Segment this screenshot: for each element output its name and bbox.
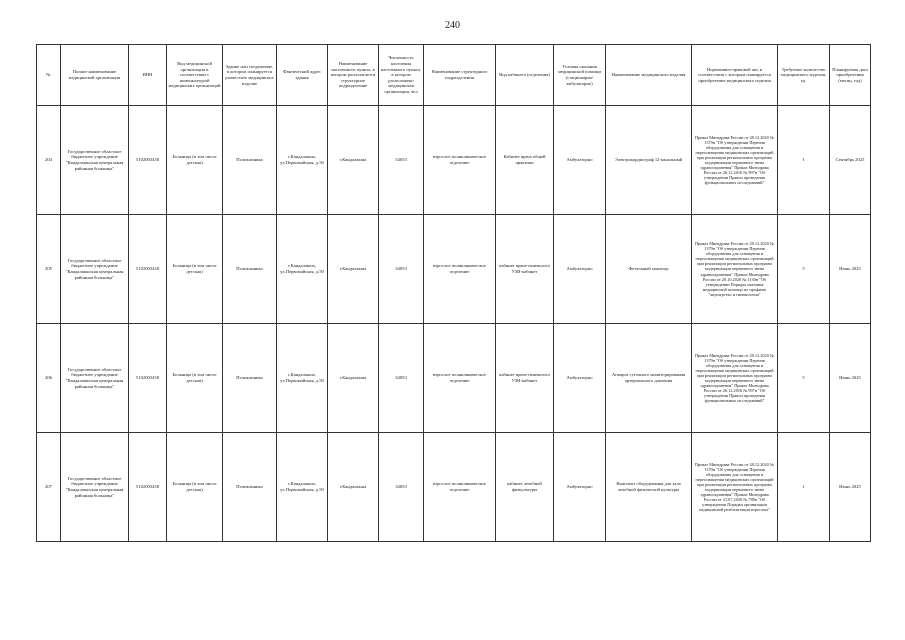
cell-quantity: 5 <box>778 215 830 324</box>
header-quantity: Требуемое количество медицинского изделия, ед. <box>778 45 830 106</box>
cell-cabinet: кабинет врача-гинеколога УЗИ-кабинет <box>496 324 554 433</box>
header-cabinet: Вид кабинета (отделения) <box>496 45 554 106</box>
equipment-table <box>36 44 871 542</box>
header-population: Численность населения населенного пункта, в котором расположено медицинская организация, чел <box>379 45 424 106</box>
header-org-name: Полное наименование медицинской организации <box>61 45 129 106</box>
cell-population: 34053 <box>379 215 424 324</box>
cell-locality: г.Кандалакша <box>328 215 379 324</box>
cell-cabinet: кабинет лечебной физкультуры <box>496 433 554 542</box>
table-row <box>37 215 871 324</box>
cell-locality: г.Кандалакша <box>328 433 379 542</box>
header-building: Здание или сооружение, в котором планируется разместить медицинское изделие <box>223 45 277 106</box>
cell-subdivision: взрослое поликлиническое отделение <box>424 433 496 542</box>
header-subdivision: Наименование структурного подразделения <box>424 45 496 106</box>
table-row <box>37 324 871 433</box>
cell-address: г.Кандалакша, ул.Первомайская, д.50 <box>277 433 328 542</box>
cell-population: 34053 <box>379 433 424 542</box>
header-inn: ИНН <box>129 45 167 106</box>
cell-address: г.Кандалакша, ул.Первомайская, д.50 <box>277 106 328 215</box>
page-number: 240 <box>445 20 460 31</box>
header-address: Фактический адрес здания <box>277 45 328 106</box>
header-number: № <box>37 45 61 106</box>
cell-quantity: 1 <box>778 433 830 542</box>
cell-building: Поликлиника <box>223 324 277 433</box>
cell-org-name: Государственное областное бюджетное учреждение "Кандалакшская центральная районная больница" <box>61 215 129 324</box>
cell-subdivision: взрослое поликлиническое отделение <box>424 324 496 433</box>
cell-address: г.Кандалакша, ул.Первомайская, д.50 <box>277 324 328 433</box>
table-row <box>37 106 871 215</box>
cell-cabinet: Кабинет врача общей практики <box>496 106 554 215</box>
cell-number: 207 <box>37 433 61 542</box>
cell-address: г.Кандалакша, ул.Первомайская, д.50 <box>277 215 328 324</box>
cell-date: Сентябрь 2025 <box>830 106 871 215</box>
cell-date: Июнь 2025 <box>830 215 871 324</box>
cell-normdoc: Приказ Минздрава России от 28.12.2020 № 1379н "Об утверждении Перечня оборудования для оснащения и переоснащения медицинских организаций при реализации региональных программ модернизации первичного звена здравоохранения" Приказ Минздрава России от 31.07.2020 № 788н "Об утверждении Порядка организации медицинской реабилитации взрослых" <box>692 433 778 542</box>
cell-org-type: Больница (в том числе детская) <box>167 106 223 215</box>
cell-org-name: Государственное областное бюджетное учреждение "Кандалакшская центральная районная больница" <box>61 324 129 433</box>
cell-device: Электрокардиограф 12-канальный <box>606 106 692 215</box>
cell-normdoc: Приказ Минздрава России от 28.12.2020 № 1379н "Об утверждении Перечня оборудования для оснащения и переоснащения медицинских организаций при реализации региональных программ модернизации первичного звена здравоохранения" Приказ Минздрава России от 20.10.2020 № 1130н "Об утверждении Порядка оказания медицинской помощи по профилю "акушерство и гинекология" <box>692 215 778 324</box>
cell-org-type: Больница (в том числе детская) <box>167 324 223 433</box>
cell-building: Поликлиника <box>223 106 277 215</box>
cell-device: Аппарат суточного мониторирования артериального давления <box>606 324 692 433</box>
cell-population: 34053 <box>379 324 424 433</box>
header-locality: Наименование населенного пункта, в котором располагается структурное подразделение <box>328 45 379 106</box>
cell-inn: 5102003438 <box>129 433 167 542</box>
cell-number: 205 <box>37 215 61 324</box>
cell-subdivision: взрослое поликлиническое отделение <box>424 215 496 324</box>
cell-inn: 5102003438 <box>129 215 167 324</box>
cell-conditions: Амбулаторно <box>554 106 606 215</box>
cell-building: Поликлиника <box>223 433 277 542</box>
cell-population: 34053 <box>379 106 424 215</box>
cell-conditions: Амбулаторно <box>554 324 606 433</box>
cell-locality: г.Кандалакша <box>328 106 379 215</box>
cell-quantity: 5 <box>778 324 830 433</box>
cell-org-name: Государственное областное бюджетное учреждение "Кандалакшская центральная районная больница" <box>61 106 129 215</box>
table-row <box>37 433 871 542</box>
cell-inn: 5102003438 <box>129 106 167 215</box>
header-org-type: Вид медицинской организации в соответствии с номенклатурой медицинских организаций <box>167 45 223 106</box>
cell-org-type: Больница (в том числе детская) <box>167 433 223 542</box>
cell-quantity: 1 <box>778 106 830 215</box>
cell-inn: 5102003438 <box>129 324 167 433</box>
cell-number: 204 <box>37 106 61 215</box>
cell-device: Комплект оборудования для зала лечебной физической культуры <box>606 433 692 542</box>
cell-building: Поликлиника <box>223 215 277 324</box>
cell-date: Июнь 2025 <box>830 324 871 433</box>
header-device: Наименование медицинского изделия <box>606 45 692 106</box>
header-date: Планируемая дата приобретения (месяц, год) <box>830 45 871 106</box>
cell-locality: г.Кандалакша <box>328 324 379 433</box>
cell-conditions: Амбулаторно <box>554 215 606 324</box>
cell-normdoc: Приказ Минздрава России от 28.12.2020 № 1379н "Об утверждении Перечня оборудования для оснащения и переоснащения медицинских организаций при реализации региональных программ модернизации первичного звена здравоохранения" Приказ Минздрава России от 26.12.2016 № 997н "Об утверждении Правил проведения функциональных исследований" <box>692 324 778 433</box>
cell-subdivision: взрослое поликлиническое отделение <box>424 106 496 215</box>
cell-date: Июнь 2025 <box>830 433 871 542</box>
cell-normdoc: Приказ Минздрава России от 28.12.2020 № 1379н "Об утверждении Перечня оборудования для оснащения и переоснащения медицинских организаций при реализации региональных программ модернизации первичного звена здравоохранения" Приказ Минздрава России от 26.12.2016 № 997н "Об утверждении Правил проведения функциональных исследований" <box>692 106 778 215</box>
cell-device: Фетальный монитор <box>606 215 692 324</box>
cell-org-type: Больница (в том числе детская) <box>167 215 223 324</box>
table-header-row <box>37 45 871 106</box>
header-conditions: Условия оказания медицинской помощи (стационарно/амбулаторно) <box>554 45 606 106</box>
cell-conditions: Амбулаторно <box>554 433 606 542</box>
cell-org-name: Государственное областное бюджетное учреждение "Кандалакшская центральная районная больница" <box>61 433 129 542</box>
cell-number: 206 <box>37 324 61 433</box>
header-normdoc: Нормативно-правовой акт, в соответствии с которым планируется приобретение медицинского изделия <box>692 45 778 106</box>
cell-cabinet: кабинет врача-гинеколога УЗИ-кабинет <box>496 215 554 324</box>
